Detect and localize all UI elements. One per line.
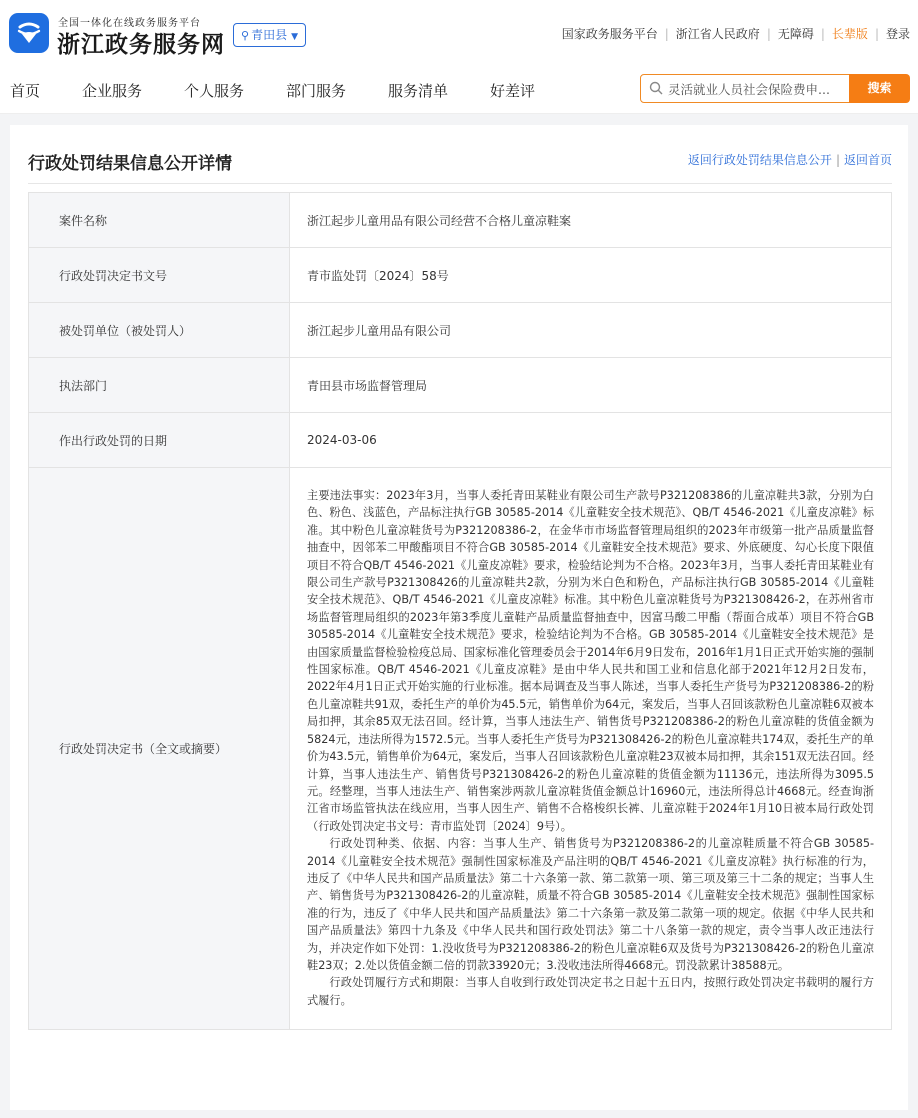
detail-table: [28, 192, 892, 1030]
table-row: [29, 303, 891, 358]
nav-service-list[interactable]: 服务清单: [388, 82, 449, 100]
back-home-link[interactable]: 返回首页: [843, 153, 892, 167]
row-value: 青市监处罚〔2024〕58号: [307, 268, 449, 283]
row-value: 青田县市场监督管理局: [307, 378, 428, 393]
table-row: [29, 468, 891, 1029]
region-label: 青田县: [251, 28, 288, 42]
separator: |: [874, 27, 879, 41]
top-header: [0, 0, 918, 68]
link-accessibility[interactable]: 无障碍: [777, 27, 814, 41]
row-label: 被处罚单位（被处罚人）: [29, 303, 290, 357]
separator: |: [664, 27, 669, 41]
row-label: 行政处罚决定书文号: [29, 248, 290, 302]
row-label: 执法部门: [29, 358, 290, 412]
table-row: [29, 358, 891, 413]
nav-department[interactable]: 部门服务: [286, 82, 347, 100]
decision-text: [290, 468, 891, 1029]
logo-subtitle: 全国一体化在线政务服务平台: [58, 18, 201, 29]
separator: |: [820, 27, 825, 41]
link-national-platform[interactable]: 国家政务服务平台: [561, 27, 658, 41]
search-box: [640, 74, 850, 103]
decision-paragraph: 行政处罚履行方式和期限：当事人自收到行政处罚决定书之日起十五日内，按照行政处罚决定书载明的履行方式履行。: [307, 976, 874, 1007]
row-value: 浙江起步儿童用品有限公司经营不合格儿童凉鞋案: [307, 213, 572, 228]
separator: |: [766, 27, 771, 41]
search-icon: [649, 81, 663, 95]
row-label: 行政处罚决定书（全文或摘要）: [29, 468, 290, 1029]
separator: |: [835, 153, 840, 167]
row-label: 案件名称: [29, 193, 290, 247]
nav-enterprise[interactable]: 企业服务: [82, 82, 143, 100]
zhejiang-logo-icon[interactable]: [9, 13, 49, 53]
table-row: [29, 413, 891, 468]
page-title: 行政处罚结果信息公开详情: [28, 154, 232, 174]
decision-paragraph: 行政处罚种类、依据、内容：当事人生产、销售货号为P321208386-2的儿童凉鞋质量不符合GB 30585-2014《儿童鞋安全技术规范》强制性国家标准及产品注明的QB/T 4546-2021《儿童皮凉鞋》执行标准的行为，违反了《中华人民共和国产品质量法》第二十六条第一款、第二款第一项、第三项及第三十二条的规定；当事人生产、销售货号为P321308426-2的儿童凉鞋，质量不符合GB 30585-2014《儿童鞋安全技术规范》强制性国家标准的行为，违反了《中华人民共和国产品质量法》第二十六条第一款及第二款第一项的规定。依据《中华人民共和国产品质量法》第四十九条及《中华人民共和国行政处罚法》第二十八条第一款的规定，责令当事人改正违法行为，并决定作如下处罚：1.没收货号为P321208386-2的粉色儿童凉鞋6双及货号为P321308426-2的粉色儿童凉鞋23双；2.处以货值金额二倍的罚款33920元；3.没收违法所得4668元。罚没款累计38588元。: [307, 837, 874, 972]
location-pin-icon: ⚲: [241, 29, 250, 42]
caret-down-icon: ▼: [291, 32, 298, 42]
table-row: [29, 248, 891, 303]
back-to-list-link[interactable]: 返回行政处罚结果信息公开: [687, 153, 832, 167]
divider: [28, 183, 892, 184]
nav-home[interactable]: 首页: [10, 82, 41, 100]
link-login[interactable]: 登录: [885, 27, 910, 41]
row-value: 浙江起步儿童用品有限公司: [307, 323, 452, 338]
search-button[interactable]: 搜索: [849, 74, 910, 103]
detail-panel: [10, 125, 908, 1110]
nav-review[interactable]: 好差评: [490, 82, 536, 100]
row-label: 作出行政处罚的日期: [29, 413, 290, 467]
logo-title[interactable]: 浙江政务服务网: [57, 31, 225, 58]
region-selector[interactable]: [233, 23, 306, 47]
nav-personal[interactable]: 个人服务: [184, 82, 245, 100]
table-row: [29, 193, 891, 248]
breadcrumb-links: [688, 151, 892, 168]
link-elder-mode[interactable]: 长辈版: [831, 27, 868, 41]
decision-paragraph: 主要违法事实：2023年3月，当事人委托青田某鞋业有限公司生产款号P321208386的儿童凉鞋共3款，分别为白色、粉色、浅蓝色，产品标注执行GB 30585-2014《儿童鞋安全技术规范》、QB/T 4546-2021《儿童皮凉鞋》标准。其中粉色儿童凉鞋货号为P321208386-2，在金华市市场监督管理局组织的2023年市级第一批产品质量监督抽查中，因邻苯二甲酸酯项目不符合GB 30585-2014《儿童鞋安全技术规范》要求、外底硬度、勾心长度下限值项目不符合QB/T 4546-2021《儿童皮凉鞋》要求，检验结论判为不合格。2023年3月，当事人委托青田某鞋业有限公司生产款号P321308426的儿童凉鞋共2款，分别为米白色和粉色，产品标注执行GB 30585-2014《儿童鞋安全技术规范》、QB/T 4546-2021《儿童皮凉鞋》标准。其中粉色儿童凉鞋货号为P321308426-2，在苏州省市场监督管理局组织的2023年第3季度儿童鞋产品质量监督抽查中，因富马酸二甲酯（帮面合成革）项目不符合GB 30585-2014《儿童鞋安全技术规范》要求，检验结论判为不合格。GB 30585-2014《儿童鞋安全技术规范》是由国家质量监督检验检疫总局、国家标准化管理委员会于2014年6月9日发布，2016年1月1日正式开始实施的强制性国家标准。QB/T 4546-2021《儿童皮凉鞋》是由中华人民共和国工业和信息化部于2021年12月2日发布，2022年4月1日正式开始实施的行业标准。据本局调查及当事人陈述，当事人委托生产货号为P321208386-2的粉色儿童凉鞋共91双，委托生产的单价为45.5元，销售单价为64元，案发后，当事人召回该款粉色儿童凉鞋6双被本局扣押，其余85双无法召回。经计算，当事人违法生产、销售货号P321208386-2的粉色儿童凉鞋的货值金额为5824元，违法所得为1572.5元。当事人委托生产货号为P321308426-2的粉色儿童凉鞋共174双，委托生产的单价为43.5元，销售单价为64元，案发后，当事人召回该款粉色儿童凉鞋23双被本局扣押，其余151双无法召回。经计算，当事人违法生产、销售货号P321308426-2的粉色儿童凉鞋的货值金额为11136元，违法所得为3095.5元。经整理，当事人违法生产、销售案涉两款儿童凉鞋货值金额总计16960元，违法所得总计4668元。经查询浙江省市场监管执法在线应用，当事人因生产、销售不合格梭织长裤、儿童凉鞋于2024年1月10日被本局行政处罚（行政处罚决定书文号：青市监处罚〔2024〕9号）。: [307, 489, 874, 833]
search-input[interactable]: [668, 79, 846, 99]
link-provincial-government[interactable]: 浙江省人民政府: [675, 27, 760, 41]
top-links: [562, 25, 910, 42]
row-value: 2024-03-06: [307, 433, 377, 447]
